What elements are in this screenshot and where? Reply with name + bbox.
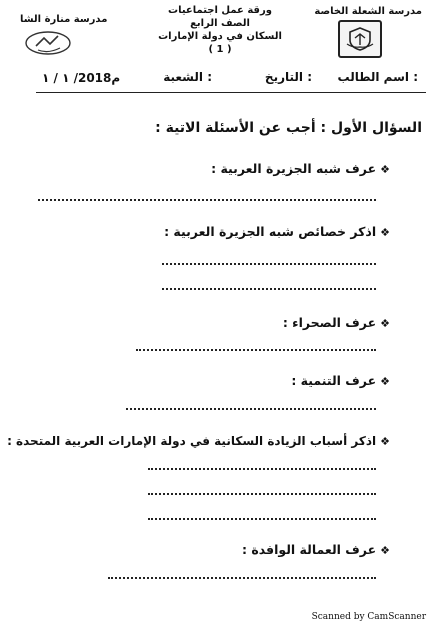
worksheet-title-block (150, 4, 290, 56)
bullet-icon: ❖ (380, 317, 390, 330)
question-item (7, 434, 390, 448)
date-label: التاريخ : (264, 70, 312, 84)
answer-line[interactable] (38, 199, 376, 201)
school-name-right: مدرسة الشعلة الخاصة (314, 6, 422, 17)
answer-line[interactable] (162, 288, 376, 290)
bullet-icon: ❖ (380, 544, 390, 557)
question-item (242, 542, 390, 557)
question-item (164, 224, 390, 239)
student-name-label: اسم الطالب : (337, 70, 418, 84)
worksheet-number: ( 1 ) (208, 44, 232, 55)
answer-line[interactable] (148, 518, 376, 520)
question-text: عرف العمالة الوافدة : (241, 542, 377, 557)
section-label: الشعبة : (163, 70, 212, 84)
school-crest-icon (338, 20, 382, 58)
question-text: عرف شبه الجزيرة العربية : (211, 161, 377, 176)
scanner-watermark: Scanned by CamScanner (311, 612, 426, 622)
question-item (291, 373, 390, 388)
answer-line[interactable] (108, 577, 376, 579)
bullet-icon: ❖ (380, 163, 390, 176)
question-item (211, 161, 390, 176)
question-text: اذكر خصائص شبه الجزيرة العربية : (164, 224, 377, 239)
question-text: اذكر أسباب الزيادة السكانية في دولة الإمارات العربية المتحدة : (7, 434, 377, 448)
question-text: عرف الصحراء : (282, 315, 377, 330)
bullet-icon: ❖ (380, 375, 390, 388)
question-text: عرف التنمية : (291, 373, 377, 388)
bullet-icon: ❖ (380, 435, 390, 448)
school-emblem-icon (24, 30, 72, 56)
lesson-topic: السكان في دولة الإمارات (158, 31, 282, 42)
answer-line[interactable] (148, 493, 376, 495)
question-item (283, 315, 390, 330)
answer-line[interactable] (136, 349, 376, 351)
grade-label: الصف الرابع (190, 18, 250, 29)
question-title: السؤال الأول : أجب عن الأسئلة الاتية : (155, 120, 422, 136)
bullet-icon: ❖ (380, 226, 390, 239)
header-divider (36, 92, 426, 93)
date-value: ١ / ١ /2018م (42, 71, 121, 85)
answer-line[interactable] (126, 408, 376, 410)
answer-line[interactable] (162, 263, 376, 265)
school-name-left: مدرسة منارة الشا (20, 14, 108, 25)
answer-line[interactable] (148, 468, 376, 470)
worksheet-title: ورقة عمل اجتماعيات (168, 5, 272, 16)
